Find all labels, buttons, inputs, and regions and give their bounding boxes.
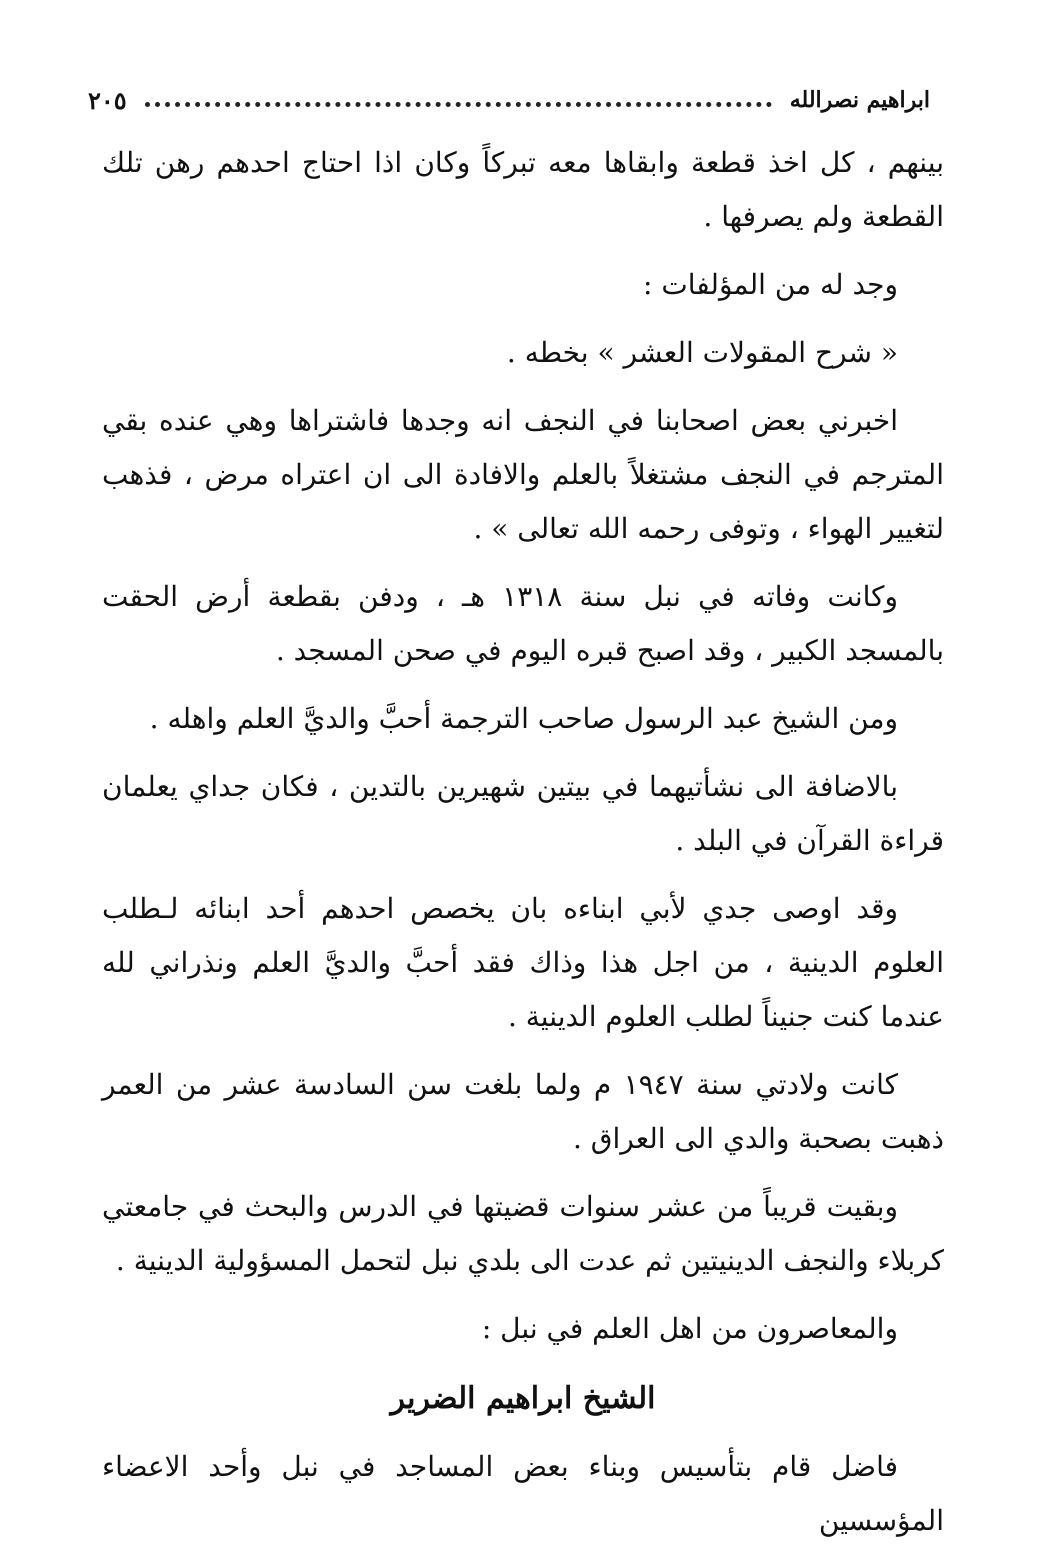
paragraph: كانت ولادتي سنة ١٩٤٧ م ولما بلغت سن السادسة عشر من العمر ذهبت بصحبة والدي الى العراق . (102, 1068, 944, 1155)
paragraph: وقد اوصى جدي لأبي ابناءه بان يخصص احدهم أحد ابنائه لـطلب العلوم الدينية ، من اجل هذا وذاك فقد أحبَّ والديَّ العلم ونذراني لله عندما كنت جنيناً لطلب العلوم الدينية . (102, 892, 944, 1033)
page-number: ٢٠٥ (88, 85, 127, 115)
page-body (102, 136, 944, 1548)
running-header (88, 78, 930, 122)
paragraph: بالاضافة الى نشأتيهما في بيتين شهيرين بالتدين ، فكان جداي يعلمان قراءة القرآن في البلد . (102, 770, 944, 857)
paragraph: وبقيت قريباً من عشر سنوات قضيتها في الدرس والبحث في جامعتي كربلاء والنجف الدينيتين ثم عدت الى بلدي نبل لتحمل المسؤولية الدينية . (102, 1190, 944, 1277)
paragraph: وكانت وفاته في نبل سنة ١٣١٨ هـ ، ودفن بقطعة أرض الحقت بالمسجد الكبير ، وقد اصبح قبره اليوم في صحن المسجد . (102, 580, 944, 667)
paragraph-last: فاضل قام بتأسيس وبناء بعض المساجد في نبل وأحد الاعضاء المؤسسين (102, 1450, 944, 1537)
paragraph: ومن الشيخ عبد الرسول صاحب الترجمة أحبَّ والديَّ العلم واهله . (149, 702, 898, 735)
header-author: ابراهيم نصرالله (789, 87, 930, 113)
paragraph-work-title: « شرح المقولات العشر » بخطه . (506, 336, 898, 369)
paragraph-continuation: بينهم ، كل اخذ قطعة وابقاها معه تبركاً وكان اذا احتاج احدهم رهن تلك القطعة ولم يصرفها . (102, 146, 944, 233)
dot-leader (145, 101, 772, 107)
paragraph-contemporaries: والمعاصرون من اهل العلم في نبل : (481, 1312, 898, 1345)
paragraph: اخبرني بعض اصحابنا في النجف انه وجدها فاشتراها وهي عنده بقي المترجم في النجف مشتغلاً بالعلم والافادة الى ان اعتراه مرض ، فذهب لتغيير الهواء ، وتوفى رحمه الله تعالى » . (102, 404, 944, 545)
paragraph-works-intro: وجد له من المؤلفات : (643, 268, 898, 301)
section-heading: الشيخ ابراهيم الضرير (390, 1381, 656, 1416)
